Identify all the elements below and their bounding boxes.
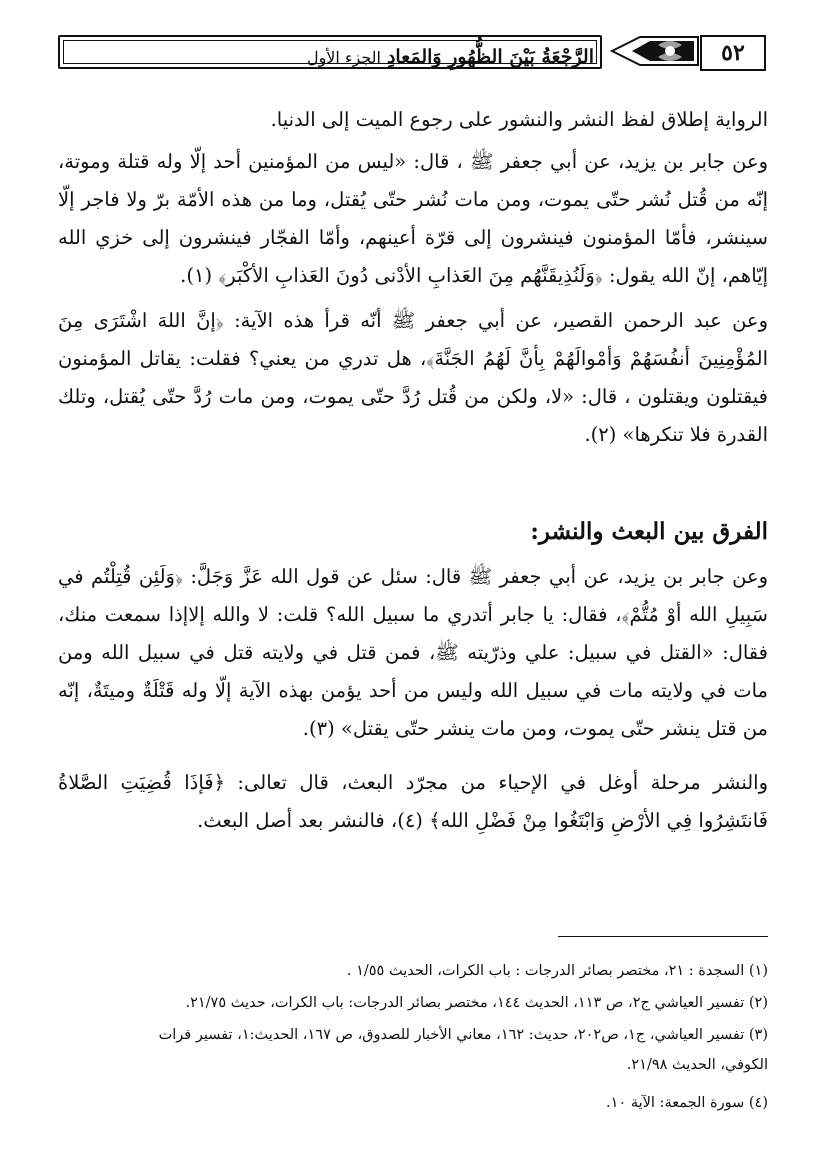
page-number: ٥٢	[721, 40, 745, 66]
paragraph-3	[58, 302, 768, 454]
paragraph-text: الرواية إطلاق لفظ النشر والنشور على رجوع الميت إلى الدنيا.	[270, 108, 768, 131]
section-heading: الفرق بين البعث والنشر:	[530, 518, 768, 545]
paragraph-5	[58, 764, 768, 840]
paragraph-4	[58, 558, 768, 748]
header-ornament-icon	[610, 33, 700, 69]
footnote-3: (٣) تفسير العياشي، ج١، ص٢٠٢، حديث: ١٦٢، معاني الأخبار للصدوق، ص ١٦٧، الحديث:١، تفسير فرات	[158, 1027, 768, 1043]
header-title	[74, 45, 594, 70]
page-number-box	[700, 35, 766, 71]
footnote-4: (٤) سورة الجمعة: الآية ١٠.	[606, 1095, 768, 1111]
paragraph-text: وعن جابر بن يزيد، عن أبي جعفر ﷺ ، قال: «ليس من المؤمنين أحد إلّا وله قتلة وموتة، إنّه من قُتل نُشر حتّى يموت، ومن مات نُشر حتّى يُقتل، وما من هذه الأمّة برّ ولا فاجر إلّا سينشر، فأمّا المؤمنون فينشرون إلى قرّة أعينهم، وأمّا الفجّار فينشرون إلى خزي الله إيّاهم، إنّ الله يقول: ﴿وَلَنُذِيقَنَّهُم مِنَ العَذابِ الأدْنى دُونَ العَذابِ الأكْبَر﴾ (١).	[58, 150, 768, 287]
header-title-frame	[58, 35, 602, 69]
paragraph-2	[58, 143, 768, 295]
footnote-3-continued: الكوفي، الحديث ٢١/٩٨.	[626, 1057, 768, 1073]
book-title: الرَّجْعَةُ بَيْنَ الظُّهُورِ وَالمَعادِ	[386, 46, 594, 68]
paragraph-text: والنشر مرحلة أوغل في الإحياء من مجرّد البعث، قال تعالى: ﴿فَإذَا قُضِيَتِ الصَّلاةُ فَانتَشِرُوا فِي الأرْضِ وَابْتَغُوا مِنْ فَضْلِ الله﴾ (٤)، فالنشر بعد أصل البعث.	[58, 771, 768, 832]
footnote-2: (٢) تفسير العياشي ج٢، ص ١١٣، الحديث ١٤٤، مختصر بصائر الدرجات: باب الكرات، حديث ٢١/٧٥.	[185, 995, 768, 1011]
book-part: الجزء الأول	[306, 48, 381, 67]
paragraph-text: وعن عبد الرحمن القصير، عن أبي جعفر ﷺ أنّه قرأ هذه الآية: ﴿إنَّ اللهَ اشْتَرَى مِنَ المُؤْمِنِينَ أنفُسَهُمْ وَأمْوالَهُمْ بِأنَّ لَهُمُ الجَنَّةَ﴾، هل تدري من يعني؟ فقلت: يقاتل المؤمنون فيقتلون ويقتلون ، قال: «لا، ولكن من قُتل رُدَّ حتّى يموت، ومن مات رُدَّ حتّى يُقتل، وتلك القدرة فلا تنكرها» (٢).	[58, 309, 768, 446]
page-header	[58, 30, 766, 76]
footnote-1: (١) السجدة : ٢١، مختصر بصائر الدرجات : باب الكرات، الحديث ١/٥٥ .	[346, 963, 768, 979]
paragraph-1	[58, 101, 768, 139]
paragraph-text: وعن جابر بن يزيد، عن أبي جعفر ﷺ قال: سئل عن قول الله عَزَّ وَجَلَّ: ﴿وَلَئِن قُتِلْتُم في سَبِيلِ الله أوْ مُتُّمْ﴾، فقال: يا جابر أتدري ما سبيل الله؟ قلت: لا والله إلاإذا سمعت منك، فقال: «القتل في سبيل: علي وذرّيته ﷺ، فمن قتل في ولايته قتل في سبيل الله ومن مات في ولايته مات في سبيل الله وليس من أحد يؤمن بهذه الآية إلّا وله قَتْلَةٌ وميتَةٌ، إنّه من قتل ينشر حتّى يموت، ومن مات ينشر حتّى يقتل» (٣).	[58, 565, 768, 740]
footnote-divider	[558, 936, 768, 937]
